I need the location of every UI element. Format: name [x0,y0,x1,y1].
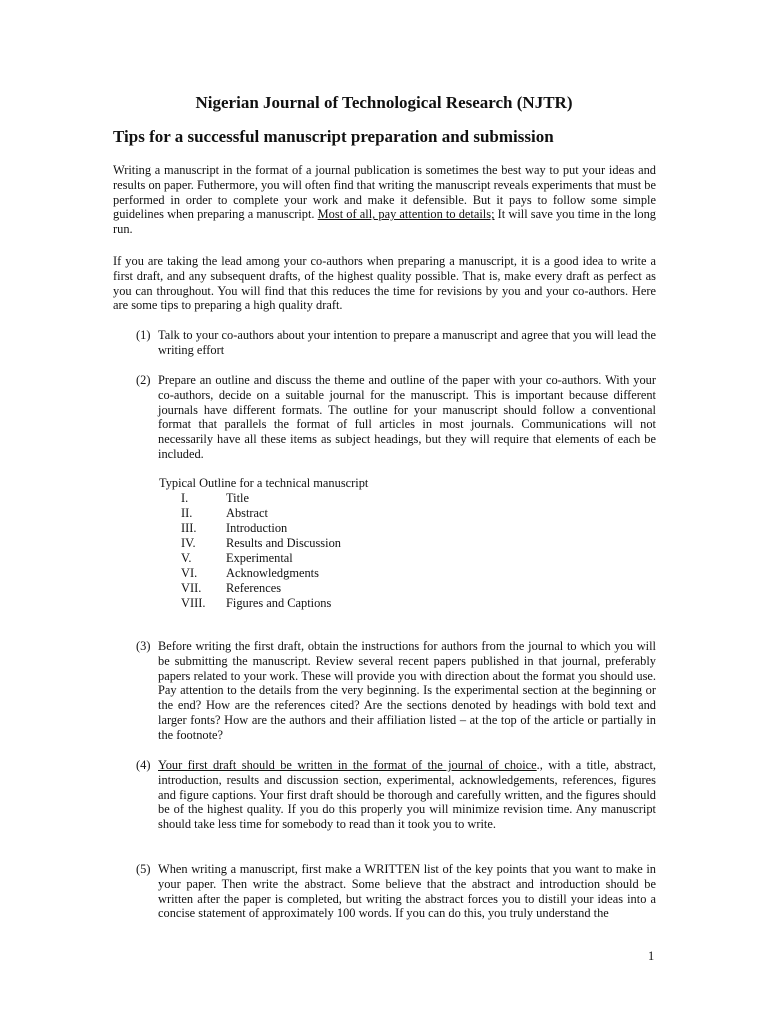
outline-heading: Typical Outline for a technical manuscript [159,476,369,490]
list-item-number: (3) [136,639,151,653]
list-item-4 [113,758,656,832]
list-item-number: (5) [136,862,151,876]
list-item-number: (4) [136,758,151,772]
intro-paragraph-1 [113,163,656,237]
list-item-text: Talk to your co-authors about your intention to prepare a manuscript and agree that you will lead the writing effort [158,328,656,357]
list-item-3 [113,639,656,743]
outline-row: I. Title [181,491,249,505]
intro-paragraph-2: If you are taking the lead among your co-authors when preparing a manuscript, it is a good idea to write a first draft, and any subsequent drafts, of the highest quality possible. That is, make every draft as perfect as you can throughout. You will find that this reduces the time for revisions by you and your co-authors. Here are some tips to preparing a high quality draft. [113,254,656,313]
manuscript-outline [159,476,368,611]
document-title: Tips for a successful manuscript preparation and submission [113,127,554,146]
list-item-number: (2) [136,373,151,387]
list-item-2 [113,373,656,462]
outline-row: IV. Results and Discussion [181,536,341,550]
intro-text: Writing a manuscript in the format of a journal publication is sometimes the best way to put your ideas and results on paper. Futhermore, you will often find that writing the manuscript reveals experiments that must be performed in order to complete your work and make it defensible. But it pays to follow some simple guidelines when preparing a manuscript. [113,163,656,222]
journal-title: Nigerian Journal of Technological Research (NJTR) [195,93,573,112]
underlined-emphasis: Your first draft should be written in the format of the journal of choice [158,758,537,772]
list-item-5 [113,862,656,921]
underlined-emphasis: Most of all, pay attention to details; [317,207,495,222]
list-item-number: (1) [136,328,151,342]
list-item-text: Your first draft should be written in the format of the journal of choice., with a title, abstract, introduction, results and discussion section, experimental, acknowledgements, references, figures and figure captions. Your first draft should be thorough and carefully written, and the figures should be of the highest quality. If you do this properly you will minimize revision time. Any manuscript should take less time for somebody to read than it took you to write. [158,758,656,832]
list-item-text: Prepare an outline and discuss the theme and outline of the paper with your co-authors. With your co-authors, decide on a suitable journal for the manuscript. This is important because different journals have different formats. The outline for your manuscript should follow a conventional format that parallels the format of full articles in most journals. Communications will not necessarily have all these items as subject headings, but they will require that elements of each be included. [158,373,656,461]
list-item-1 [113,328,656,358]
outline-row: VIII. Figures and Captions [181,596,332,610]
page-number: 1 [648,949,655,963]
list-item-text: Before writing the first draft, obtain the instructions for authors from the journal to which you will be submitting the manuscript. Review several recent papers published in that journal, preferably papers related to your work. These will provide you with direction about the format you should use. Pay attention to the details from the very beginning. Is the experimental section at the beginning or the end? How are the references cited? Are the sections denoted by headings with bold text and larger fonts? How are the authors and their affiliation listed – at the top of the article or partially in the footnote? [158,639,656,742]
outline-row: II. Abstract [181,506,268,520]
outline-row: III. Introduction [181,521,288,535]
intro-text-end: It will save you time in the long run. [113,207,656,237]
list-item-text: When writing a manuscript, first make a WRITTEN list of the key points that you want to make in your paper. Then write the abstract. Some believe that the abstract and introduction should be written after the paper is completed, but writing the abstract forces you to distill your ideas into a concise statement of approximately 100 words. If you can do this, you truly understand the [158,862,656,921]
outline-row: VI. Acknowledgments [181,566,319,580]
outline-row: V. Experimental [181,551,293,565]
outline-row: VII. References [181,581,282,595]
